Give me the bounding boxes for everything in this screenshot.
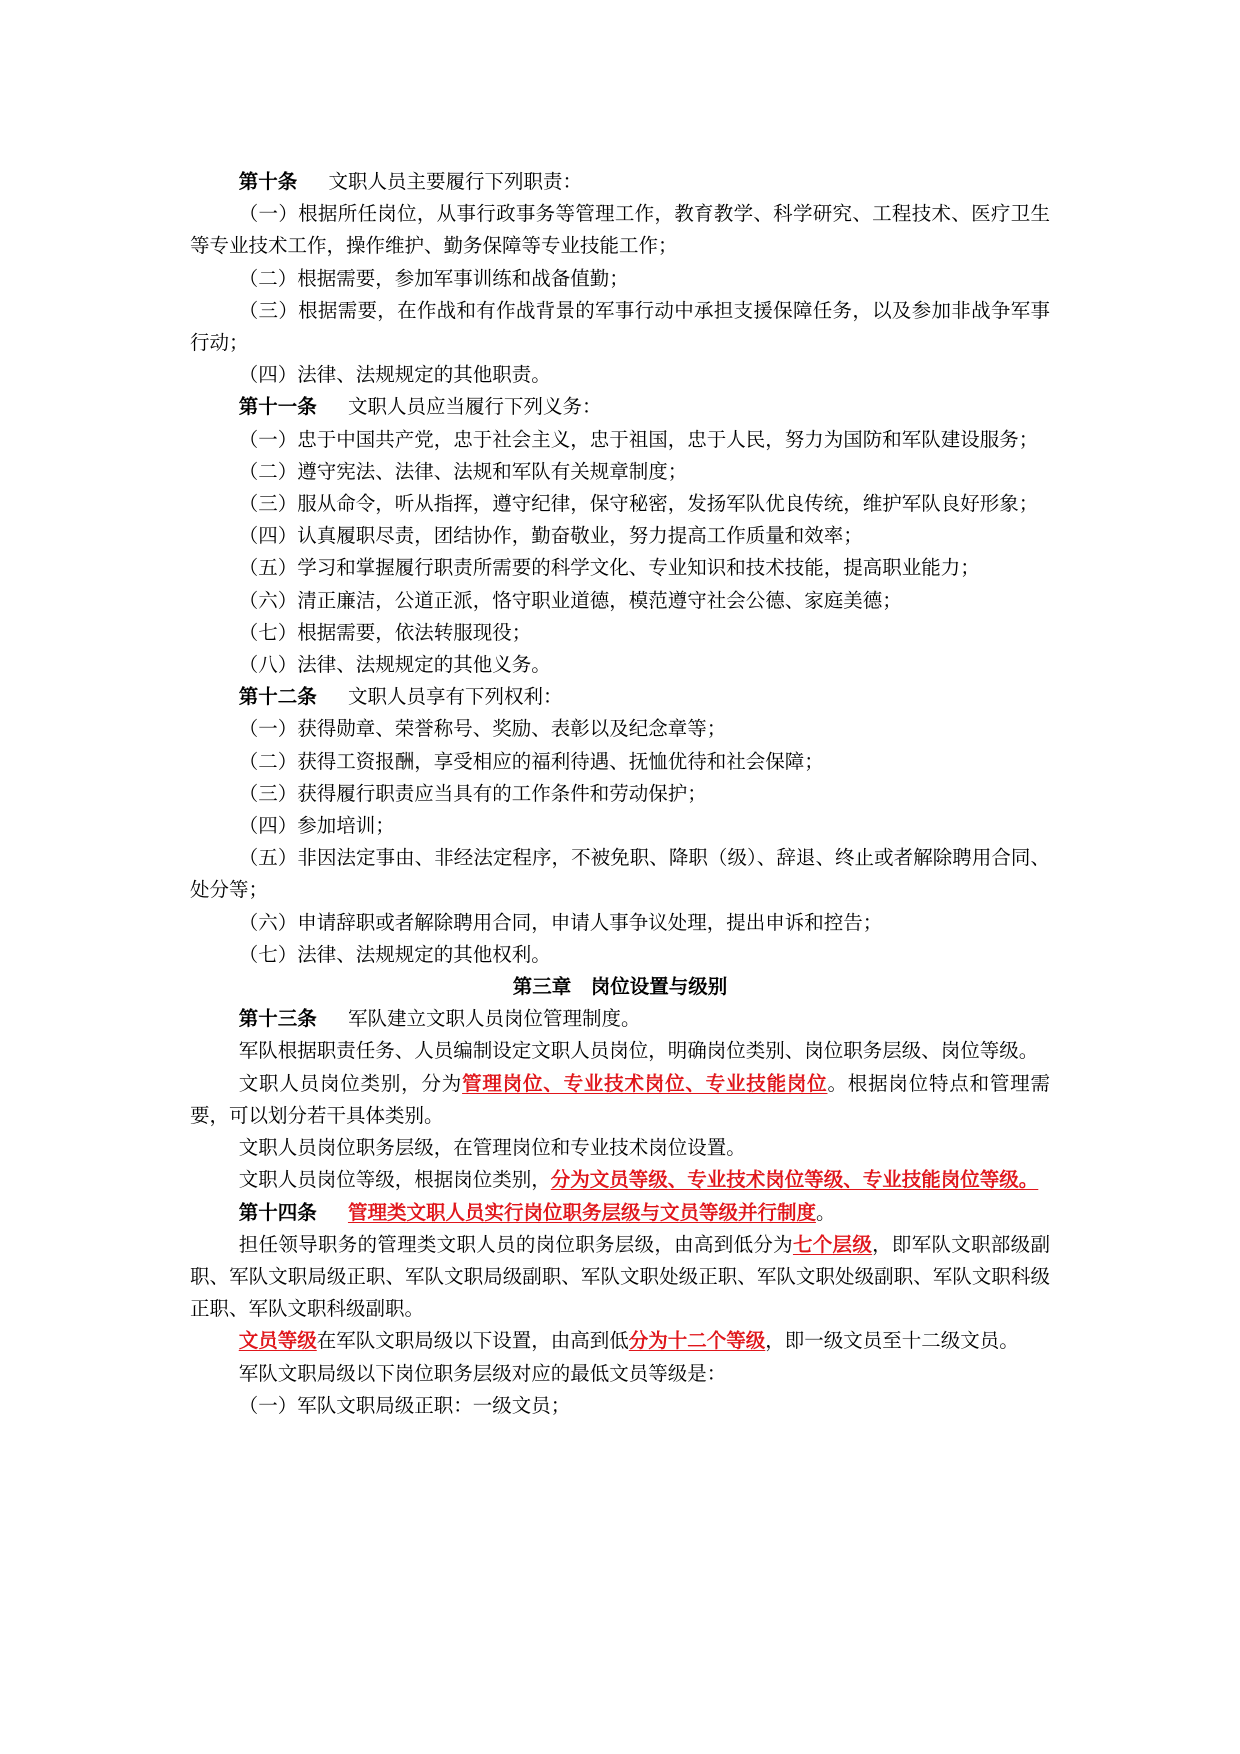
article-14-para-1 xyxy=(190,1229,1050,1326)
article-12-item-2: （二）获得工资报酬，享受相应的福利待遇、抚恤优待和社会保障； xyxy=(238,749,824,773)
article-12-item-4: （四）参加培训； xyxy=(238,814,395,838)
article-10-item-4: （四）法律、法规规定的其他职责。 xyxy=(238,363,551,387)
article-10-text: 文职人员主要履行下列职责： xyxy=(328,170,582,193)
article-14-para-2 xyxy=(190,1325,1050,1357)
article-12 xyxy=(190,681,1050,713)
article-14-para-4: （一）军队文职局级正职：一级文员； xyxy=(238,1393,571,1417)
article-14-para-1-b: ，即军队文职部级副职、军队文职局级正职、军队文职局级副职、军队文职处级正职、军队文职处级副职、军队文职科级正职、军队文职科级副职。 xyxy=(190,1232,1050,1321)
article-14-para-2-highlight-2: 分为十二个等级 xyxy=(628,1329,766,1353)
article-14-para-3: 军队文职局级以下岗位职务层级对应的最低文员等级是： xyxy=(238,1361,727,1385)
article-14-tail: 。 xyxy=(815,1200,836,1224)
article-11 xyxy=(190,391,1050,423)
article-11-item-4: （四）认真履职尽责，团结协作，勤奋敬业，努力提高工作质量和效率； xyxy=(238,524,863,548)
article-13-para-1: 军队根据职责任务、人员编制设定文职人员岗位，明确岗位类别、岗位职务层级、岗位等级。 xyxy=(238,1039,1039,1063)
article-13-para-2-highlight: 管理岗位、专业技术岗位、专业技能岗位 xyxy=(462,1071,828,1095)
article-14-para-1-highlight: 七个层级 xyxy=(792,1232,873,1256)
article-10-label: 第十条 xyxy=(238,170,298,193)
article-11-item-3: （三）服从命令，听从指挥，遵守纪律，保守秘密，发扬军队优良传统，维护军队良好形象； xyxy=(238,492,1039,516)
article-13-text: 军队建立文职人员岗位管理制度。 xyxy=(347,1007,641,1031)
article-10-item-3: （三）根据需要，在作战和有作战背景的军事行动中承担支援保障任务，以及参加非战争军事行动； xyxy=(190,298,1050,355)
article-14-highlight: 管理类文职人员实行岗位职务层级与文员等级并行制度 xyxy=(347,1200,816,1224)
article-12-text: 文职人员享有下列权利： xyxy=(347,685,563,709)
article-13-para-2 xyxy=(190,1068,1050,1132)
article-14-para-1-a: 担任领导职务的管理类文职人员的岗位职务层级，由高到低分为 xyxy=(238,1232,793,1256)
article-12-item-6: （六）申请辞职或者解除聘用合同，申请人事争议处理，提出申诉和控告； xyxy=(238,910,883,934)
article-12-item-7: （七）法律、法规规定的其他权利。 xyxy=(238,942,551,966)
article-13-label: 第十三条 xyxy=(238,1007,317,1031)
article-14-para-2-a: 在军队文职局级以下设置，由高到低 xyxy=(316,1329,629,1353)
article-11-item-5: （五）学习和掌握履行职责所需要的科学文化、专业知识和技术技能，提高职业能力； xyxy=(238,556,980,580)
article-11-item-7: （七）根据需要，依法转服现役； xyxy=(238,620,532,644)
article-12-label: 第十二条 xyxy=(238,685,317,709)
article-11-label: 第十一条 xyxy=(238,395,317,419)
article-12-item-3: （三）获得履行职责应当具有的工作条件和劳动保护； xyxy=(238,781,707,805)
article-12-item-5: （五）非因法定事由、非经法定程序，不被免职、降职（级）、辞退、终止或者解除聘用合同、处分等； xyxy=(190,846,1050,902)
article-11-item-2: （二）遵守宪法、法律、法规和军队有关规章制度； xyxy=(238,459,688,483)
article-13-para-2-b: 。根据岗位特点和管理需要，可以划分若干具体类别。 xyxy=(190,1071,1050,1127)
article-13-para-4 xyxy=(190,1164,1050,1196)
article-13-para-4-highlight: 分为文员等级、专业技术岗位等级、专业技能岗位等级。 xyxy=(550,1168,1039,1192)
article-14-para-2-b: ，即一级文员至十二级文员。 xyxy=(765,1329,1019,1353)
article-12-item-1: （一）获得勋章、荣誉称号、奖励、表彰以及纪念章等； xyxy=(238,717,727,741)
article-14 xyxy=(190,1197,1050,1229)
article-11-item-1: （一）忠于中国共产党，忠于社会主义，忠于祖国，忠于人民，努力为国防和军队建设服务； xyxy=(238,427,1039,451)
article-11-item-6: （六）清正廉洁，公道正派，恪守职业道德，模范遵守社会公德、家庭美德； xyxy=(238,588,902,612)
chapter-heading: 第三章 岗位设置与级别 xyxy=(512,975,728,999)
article-14-label: 第十四条 xyxy=(238,1200,317,1224)
article-10-item-2: （二）根据需要，参加军事训练和战备值勤； xyxy=(238,266,629,290)
article-11-item-8: （八）法律、法规规定的其他义务。 xyxy=(238,653,551,677)
article-11-text: 文职人员应当履行下列义务： xyxy=(347,395,602,419)
article-13-para-2-a: 文职人员岗位类别，分为 xyxy=(238,1071,463,1095)
article-10 xyxy=(190,166,1050,198)
article-10-item-1: （一）根据所任岗位，从事行政事务等管理工作，教育教学、科学研究、工程技术、医疗卫生等专业技术工作，操作维护、勤务保障等专业技能工作； xyxy=(190,202,1050,258)
article-13-para-4-a: 文职人员岗位等级，根据岗位类别， xyxy=(238,1168,551,1192)
article-13 xyxy=(190,1003,1050,1035)
article-13-para-3: 文职人员岗位职务层级，在管理岗位和专业技术岗位设置。 xyxy=(238,1136,746,1160)
article-14-para-2-highlight-1: 文员等级 xyxy=(238,1329,317,1353)
